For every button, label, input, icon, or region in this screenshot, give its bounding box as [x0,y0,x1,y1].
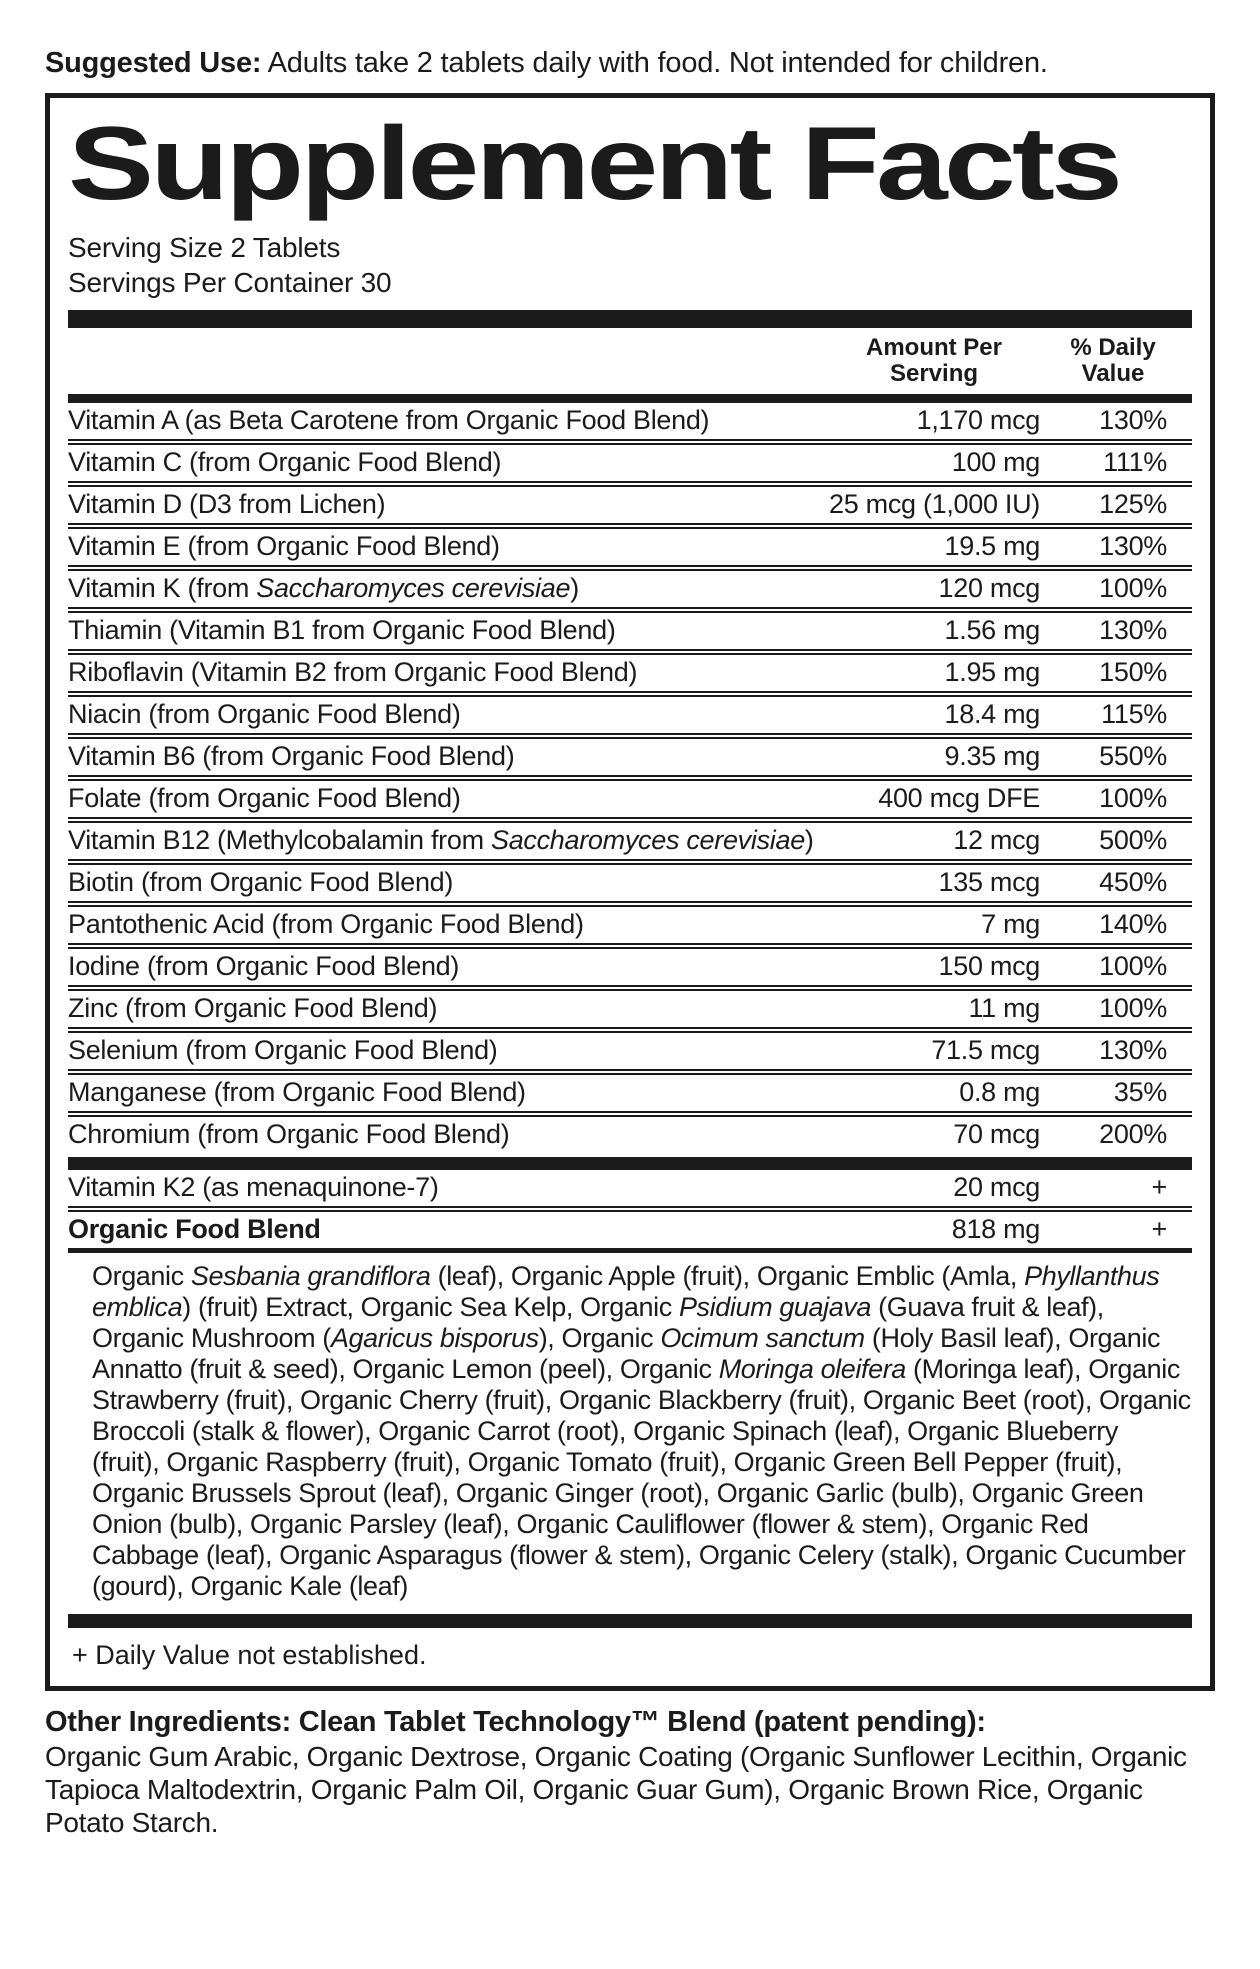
nutrient-name: Thiamin (Vitamin B1 from Organic Food Blend) [68,615,616,645]
nutrient-dv: 111% [1103,447,1167,477]
nutrient-dv: 100% [1099,993,1167,1023]
nutrient-row-vitamin-e [68,523,1192,565]
nutrient-amount: 12 mcg [953,825,1040,855]
nutrient-row-riboflavin [68,649,1192,691]
nutrient-amount: 100 mg [951,447,1040,477]
amount-header-line1: Amount Per [865,334,1002,361]
servings-per-container: Servings Per Container 30 [68,267,392,298]
nutrient-row-thiamin [68,607,1192,649]
nutrient-name: Riboflavin (Vitamin B2 from Organic Food Blend) [68,657,638,687]
nutrient-row-organic-food-blend [68,1206,1192,1248]
nutrient-row-chromium [68,1111,1192,1153]
nutrient-dv: 150% [1099,657,1167,687]
nutrient-row-vitamin-b12 [68,817,1192,859]
suggested-use [45,46,1215,80]
nutrient-amount: 70 mcg [953,1119,1040,1149]
nutrient-amount: 400 mcg DFE [878,783,1040,813]
nutrient-amount: 7 mg [981,909,1040,939]
nutrient-name: Selenium (from Organic Food Blend) [68,1035,498,1065]
nutrient-dv: 140% [1099,909,1167,939]
nutrient-dv: 100% [1099,783,1167,813]
nutrient-amount: 11 mg [968,993,1040,1023]
nutrient-dv: 130% [1099,1035,1167,1065]
suggested-use-label: Suggested Use: [45,47,262,79]
nutrient-name: Vitamin K2 (as menaquinone-7) [68,1172,439,1202]
nutrient-dv: 450% [1099,867,1167,897]
nutrient-name: Vitamin C (from Organic Food Blend) [68,447,502,477]
nutrient-row-vitamin-k [68,565,1192,607]
nutrient-dv: 130% [1099,615,1167,645]
panel-title-wrap [68,104,1192,230]
nutrient-name: Vitamin A (as Beta Carotene from Organic Food Blend) [68,405,710,435]
nutrient-name: Pantothenic Acid (from Organic Food Blend) [68,909,584,939]
panel-title: Supplement Facts [68,106,1120,222]
nutrient-amount: 20 mcg [953,1172,1040,1202]
nutrient-row-manganese [68,1069,1192,1111]
nutrient-name: Zinc (from Organic Food Blend) [68,993,438,1023]
dv-header-line1: % Daily [1070,334,1156,361]
nutrient-name: Vitamin D (D3 from Lichen) [68,489,386,519]
nutrient-amount: 1.95 mg [944,657,1040,687]
nutrient-amount: 150 mcg [938,951,1040,981]
nutrient-row-vitamin-c [68,439,1192,481]
nutrient-amount: 25 mcg (1,000 IU) [829,489,1040,519]
nutrient-amount: 9.35 mg [944,741,1040,771]
nutrient-row-niacin [68,691,1192,733]
nutrient-dv: 550% [1099,741,1167,771]
nutrient-row-selenium [68,1027,1192,1069]
daily-value-footnote: + Daily Value not established. [72,1640,427,1670]
nutrient-row-vitamin-a [68,403,1192,439]
nutrient-name: Vitamin B6 (from Organic Food Blend) [68,741,515,771]
nutrient-amount: 0.8 mg [959,1077,1040,1107]
nutrient-amount: 19.5 mg [944,531,1040,561]
nutrient-dv: 125% [1099,489,1167,519]
nutrient-dv: 100% [1099,951,1167,981]
nutrient-amount: 120 mcg [938,573,1040,603]
nutrient-name: Biotin (from Organic Food Blend) [68,867,454,897]
nutrient-name: Iodine (from Organic Food Blend) [68,951,460,981]
daily-value-header [1040,335,1192,387]
nutrient-dv: 500% [1099,825,1167,855]
nutrient-dv: + [1151,1172,1167,1202]
divider-bar-middle [68,1157,1192,1170]
nutrient-name: Vitamin K (from Saccharomyces cerevisiae) [68,573,579,603]
dv-header-line2: Value [1081,360,1145,387]
nutrient-amount: 18.4 mg [944,699,1040,729]
other-ingredients-section [45,1705,1215,1839]
nutrient-name: Niacin (from Organic Food Blend) [68,699,461,729]
nutrient-name: Vitamin B12 (Methylcobalamin from Saccharomyces cerevisiae) [68,825,814,855]
amount-per-serving-header [828,335,1040,387]
nutrient-row-biotin [68,859,1192,901]
nutrient-name: Manganese (from Organic Food Blend) [68,1077,526,1107]
divider-bar-top [68,310,1192,328]
other-ingredients-text: Organic Gum Arabic, Organic Dextrose, Organic Coating (Organic Sunflower Lecithin, Organic Tapioca Maltodextrin, Organic Palm Oil, Organic Guar Gum), Organic Brown Rice, Organic Potato Starch. [45,1741,1187,1838]
nutrient-row-folate [68,775,1192,817]
nutrient-amount: 1,170 mcg [916,405,1040,435]
nutrient-dv: 115% [1101,699,1167,729]
nutrient-name: Vitamin E (from Organic Food Blend) [68,531,500,561]
divider-bar-footnote [68,1614,1192,1628]
amount-header-line2: Serving [889,360,979,387]
divider-bar-header [68,394,1192,403]
nutrient-amount: 818 mg [951,1214,1040,1244]
nutrient-row-vitamin-b6 [68,733,1192,775]
nutrient-row-zinc [68,985,1192,1027]
nutrient-dv: 130% [1099,405,1167,435]
nutrient-dv: 35% [1113,1077,1167,1107]
nutrient-name: Chromium (from Organic Food Blend) [68,1119,510,1149]
nutrient-amount: 1.56 mg [944,615,1040,645]
nutrient-name: Folate (from Organic Food Blend) [68,783,461,813]
nutrient-amount: 135 mcg [938,867,1040,897]
supplement-facts-panel [45,93,1215,1691]
nutrient-name: Organic Food Blend [68,1214,321,1244]
nutrient-dv: + [1151,1214,1167,1244]
serving-size: Serving Size 2 Tablets [68,232,341,263]
nutrient-row-vitamin-d [68,481,1192,523]
nutrient-dv: 200% [1099,1119,1167,1149]
blend-ingredients-text: Organic Sesbania grandiflora (leaf), Organic Apple (fruit), Organic Emblic (Amla, Phyllanthus emblica) (fruit) Extract, Organic Sea Kelp, Organic Psidium guajava (Guava fruit & leaf), Organic Mushroom (Agaricus bisporus), Organic Ocimum sanctum (Holy Basil leaf), Organic Annatto (fruit & seed), Organic Lemon (peel), Organic Moringa oleifera (Moringa leaf), Organic Strawberry (fruit), Organic Cherry (fruit), Organic Blackberry (fruit), Organic Beet (root), Organic Broccoli (stalk & flower), Organic Carrot (root), Organic Spinach (leaf), Organic Blueberry (fruit), Organic Raspberry (fruit), Organic Tomato (fruit), Organic Green Bell Pepper (fruit), Organic Brussels Sprout (leaf), Organic Ginger (root), Organic Garlic (bulb), Organic Green Onion (bulb), Organic Parsley (leaf), Organic Cauliflower (flower & stem), Organic Red Cabbage (leaf), Organic Asparagus (flower & stem), Organic Celery (stalk), Organic Cucumber (gourd), Organic Kale (leaf) [92,1261,1191,1601]
nutrient-amount: 71.5 mcg [931,1035,1040,1065]
nutrient-row-iodine [68,943,1192,985]
column-headers [68,328,1192,394]
nutrient-row-pantothenic-acid [68,901,1192,943]
nutrient-dv: 100% [1099,573,1167,603]
nutrient-dv: 130% [1099,531,1167,561]
other-ingredients-heading: Other Ingredients: Clean Tablet Technology™ Blend (patent pending): [45,1706,986,1738]
nutrient-row-vitamin-k2 [68,1170,1192,1206]
suggested-use-text: Adults take 2 tablets daily with food. Not intended for children. [261,47,1048,79]
